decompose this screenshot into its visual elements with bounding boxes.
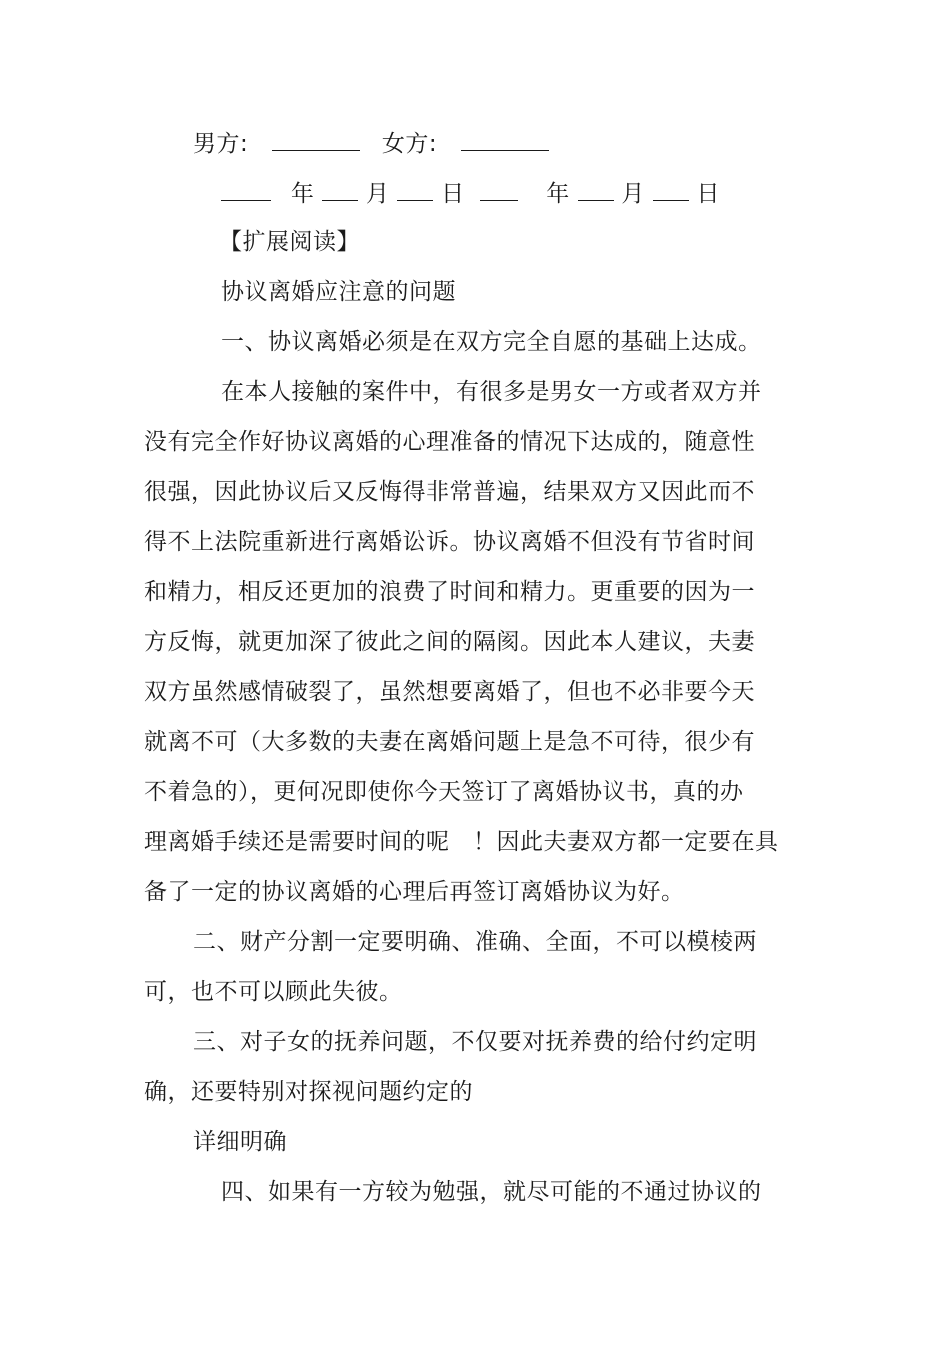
male-signature-blank (272, 128, 360, 151)
paragraph-2-line: 双方虽然感情破裂了，虽然想要离婚了，但也不必非要今天 (144, 679, 755, 705)
paragraph-3-line: 可，也不可以顾此失彼。 (144, 979, 403, 1005)
year-label-1: 年 (290, 181, 315, 207)
month-label-2: 月 (621, 181, 645, 207)
paragraph-2-line: 理离婚手续还是需要时间的呢 ！因此夫妻双方都一定要在具 (144, 829, 779, 855)
signature-line (193, 128, 549, 159)
date-line (221, 178, 720, 209)
paragraph-4-line: 三、对子女的抚养问题，不仅要对抚养费的给付约定明 (193, 1029, 757, 1055)
day-label-1: 日 (441, 181, 465, 207)
female-signature-blank (461, 128, 549, 151)
paragraph-5: 四、如果有一方较为勉强，就尽可能的不通过协议的 (221, 1179, 762, 1205)
day-label-2: 日 (696, 181, 720, 207)
section-heading: 【扩展阅读】 (219, 229, 360, 255)
day-blank-1 (397, 178, 433, 201)
day-blank-2 (653, 178, 689, 201)
year-label-2: 年 (546, 181, 570, 207)
paragraph-2-line: 方反悔，就更加深了彼此之间的隔阂。因此本人建议，夫妻 (144, 629, 755, 655)
year-blank-1 (221, 178, 271, 201)
paragraph-4-line: 详细明确 (193, 1129, 287, 1155)
paragraph-4-line: 确，还要特别对探视问题约定的 (144, 1079, 473, 1105)
year-blank-2 (480, 178, 518, 201)
paragraph-2-line: 和精力，相反还更加的浪费了时间和精力。更重要的因为一 (144, 579, 755, 605)
paragraph-1: 一、协议离婚必须是在双方完全自愿的基础上达成。 (221, 329, 762, 355)
paragraph-2-line: 备了一定的协议离婚的心理后再签订离婚协议为好。 (144, 879, 685, 905)
article-title: 协议离婚应注意的问题 (221, 279, 456, 305)
paragraph-3-line: 二、财产分割一定要明确、准确、全面，不可以模棱两 (193, 929, 757, 955)
paragraph-2-line: 很强，因此协议后又反悔得非常普遍，结果双方又因此而不 (144, 479, 755, 505)
paragraph-2-line: 就离不可（大多数的夫妻在离婚问题上是急不可待，很少有 (144, 729, 755, 755)
paragraph-2-line: 得不上法院重新进行离婚讼诉。协议离婚不但没有节省时间 (144, 529, 755, 555)
paragraph-2-line: 不着急的），更何况即使你今天签订了离婚协议书，真的办 (144, 779, 744, 805)
month-blank-2 (578, 178, 614, 201)
month-blank-1 (322, 178, 358, 201)
female-label: 女方: (381, 131, 438, 157)
month-label-1: 月 (365, 181, 390, 207)
paragraph-2-line: 没有完全作好协议离婚的心理准备的情况下达成的，随意性 (144, 429, 755, 455)
paragraph-2-line: 在本人接触的案件中，有很多是男女一方或者双方并 (221, 379, 762, 405)
male-label: 男方: (193, 131, 249, 157)
